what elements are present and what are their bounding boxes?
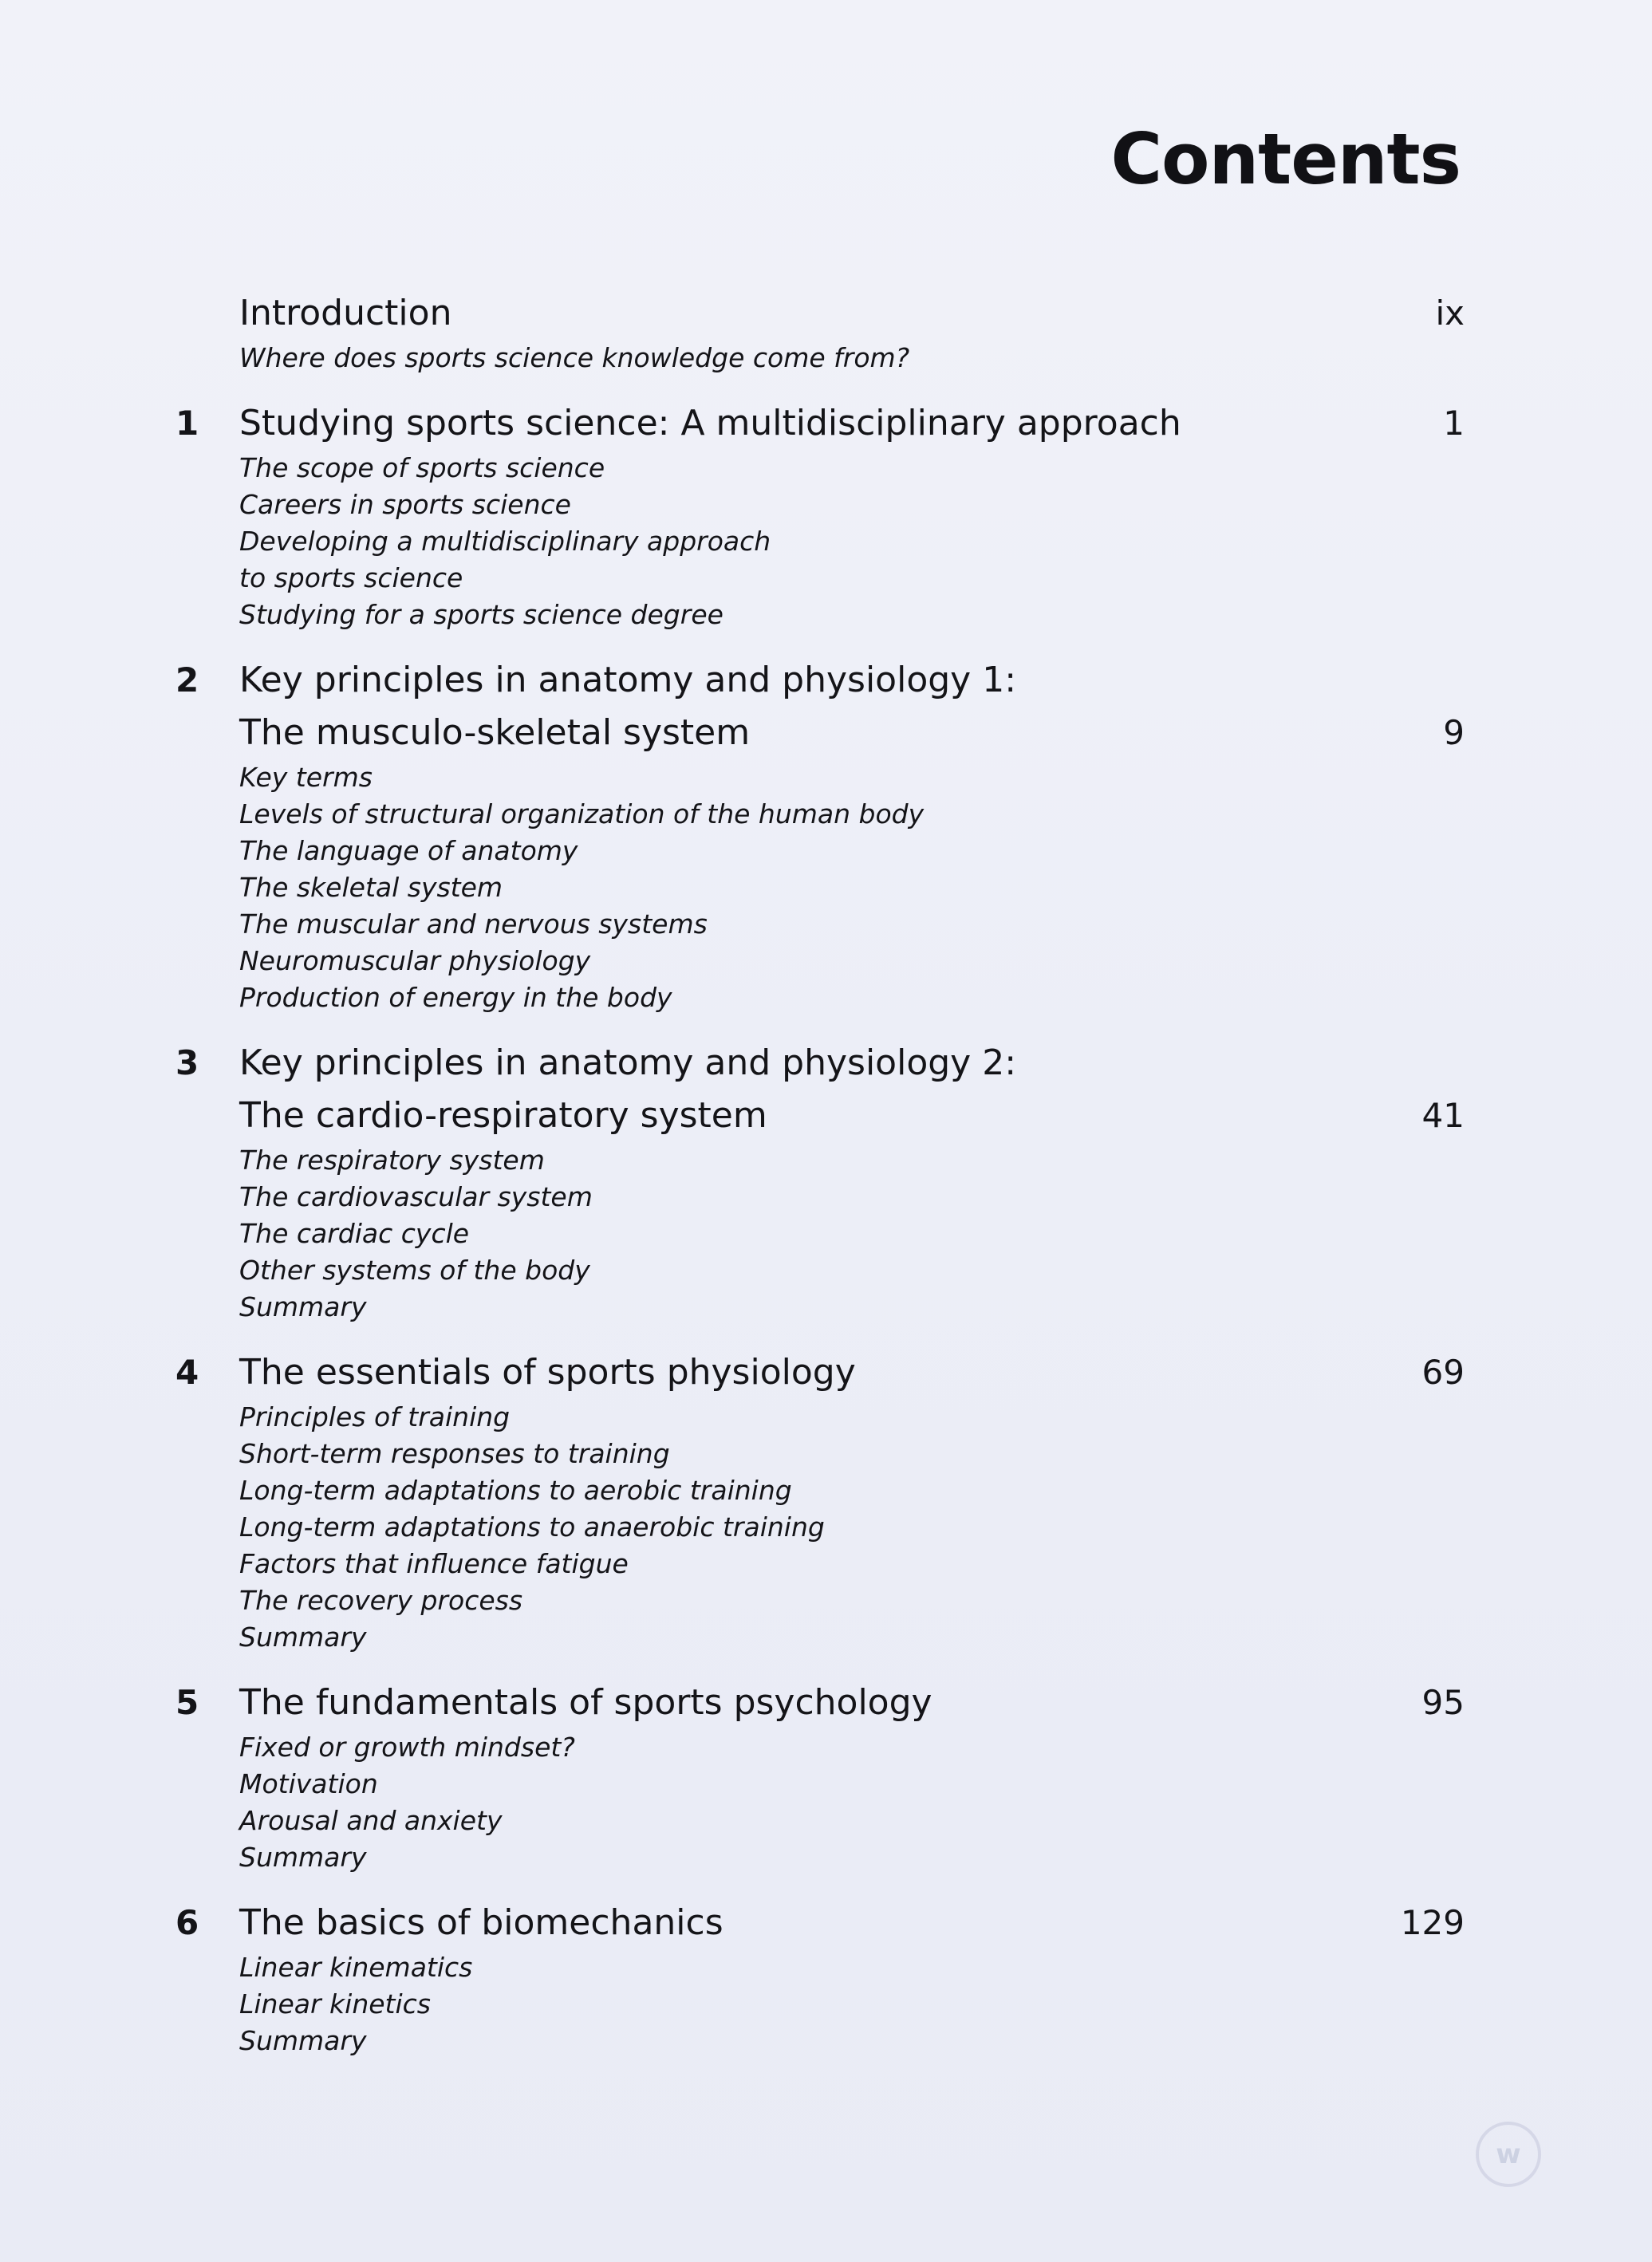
chapter-heading (175, 1897, 1465, 1949)
subsection-item: Factors that influence fatigue (239, 1548, 629, 1579)
subsection-list (239, 1142, 1465, 1326)
subsection-item: to sports science (239, 562, 463, 593)
chapter-title[interactable]: Introduction (239, 293, 452, 333)
subsection-item: Studying for a sports science degree (239, 599, 723, 630)
subsection-item: Where does sports science knowledge come from? (239, 342, 910, 373)
chapter-title-continuation[interactable]: The cardio-respiratory system (239, 1095, 767, 1136)
chapter-page-number: 41 (1421, 1096, 1465, 1135)
subsection-list (239, 1729, 1465, 1876)
subsection-item: Careers in sports science (239, 489, 571, 520)
subsection-item: Neuromuscular physiology (239, 945, 591, 976)
subsection-item: The scope of sports science (239, 452, 605, 483)
subsection-list (239, 1949, 1465, 2059)
chapter-number: 6 (175, 1903, 199, 1942)
page-title: Contents (1110, 118, 1461, 200)
chapter-title[interactable]: The fundamentals of sports psychology (239, 1682, 932, 1723)
subsection-item: Summary (239, 1842, 367, 1873)
subsection-item: Linear kinematics (239, 1952, 473, 1983)
chapter-page-number: 9 (1443, 713, 1465, 752)
subsection-list (239, 450, 1465, 633)
chapter-title[interactable]: The essentials of sports physiology (239, 1352, 856, 1393)
subsection-item: Key terms (239, 762, 373, 793)
subsection-item: The language of anatomy (239, 835, 578, 866)
chapter-number: 5 (175, 1683, 199, 1722)
subsection-item: The recovery process (239, 1585, 523, 1616)
chapter-heading (175, 1346, 1465, 1399)
toc-entry (175, 654, 1465, 1016)
chapter-number: 2 (175, 660, 199, 699)
subsection-item: Summary (239, 2025, 367, 2056)
chapter-heading (175, 397, 1465, 450)
chapter-page-number: 1 (1443, 404, 1465, 443)
subsection-item: The respiratory system (239, 1145, 545, 1176)
subsection-item: Levels of structural organization of the human body (239, 798, 925, 830)
subsection-item: Developing a multidisciplinary approach (239, 526, 771, 557)
subsection-item: Motivation (239, 1768, 378, 1799)
toc-entry (175, 1346, 1465, 1656)
table-of-contents (175, 287, 1465, 2059)
subsection-item: Long-term adaptations to aerobic training (239, 1475, 792, 1506)
chapter-title-continuation[interactable]: The musculo-skeletal system (239, 712, 751, 753)
chapter-title[interactable]: Studying sports science: A multidisciplinary approach (239, 403, 1181, 443)
subsection-item: Summary (239, 1291, 367, 1322)
chapter-title[interactable]: The basics of biomechanics (239, 1902, 723, 1943)
subsection-item: Long-term adaptations to anaerobic training (239, 1511, 825, 1543)
toc-entry (175, 1677, 1465, 1876)
chapter-title[interactable]: Key principles in anatomy and physiology 2: (239, 1042, 1017, 1083)
subsection-list (239, 340, 1465, 376)
chapter-heading (175, 287, 1465, 340)
subsection-item: The cardiac cycle (239, 1218, 470, 1249)
toc-entry (175, 287, 1465, 376)
subsection-item: The muscular and nervous systems (239, 908, 708, 940)
chapter-number: 3 (175, 1043, 199, 1082)
subsection-item: Production of energy in the body (239, 982, 672, 1013)
subsection-list (239, 1399, 1465, 1656)
subsection-item: Linear kinetics (239, 1988, 431, 2020)
toc-entry (175, 397, 1465, 633)
subsection-item: Fixed or growth mindset? (239, 1732, 575, 1763)
chapter-heading (175, 1037, 1465, 1090)
subsection-item: The skeletal system (239, 872, 503, 903)
subsection-item: Principles of training (239, 1401, 511, 1432)
toc-entry (175, 1897, 1465, 2059)
chapter-page-number: 69 (1421, 1353, 1465, 1392)
chapter-title-continuation-line (239, 1090, 1465, 1142)
chapter-number: 4 (175, 1353, 199, 1392)
publisher-logo-icon: w (1476, 2122, 1541, 2187)
chapter-page-number: 95 (1421, 1683, 1465, 1722)
chapter-number: 1 (175, 404, 199, 443)
subsection-item: Short-term responses to training (239, 1438, 670, 1469)
chapter-heading (175, 1677, 1465, 1729)
chapter-title[interactable]: Key principles in anatomy and physiology 1: (239, 660, 1017, 700)
toc-entry (175, 1037, 1465, 1326)
subsection-item: Summary (239, 1622, 367, 1653)
subsection-list (239, 759, 1465, 1016)
subsection-item: Other systems of the body (239, 1255, 590, 1286)
chapter-page-number: ix (1435, 294, 1465, 333)
chapter-page-number: 129 (1400, 1903, 1465, 1942)
chapter-heading (175, 654, 1465, 707)
chapter-title-continuation-line (239, 707, 1465, 759)
subsection-item: The cardiovascular system (239, 1181, 593, 1212)
subsection-item: Arousal and anxiety (239, 1805, 503, 1836)
